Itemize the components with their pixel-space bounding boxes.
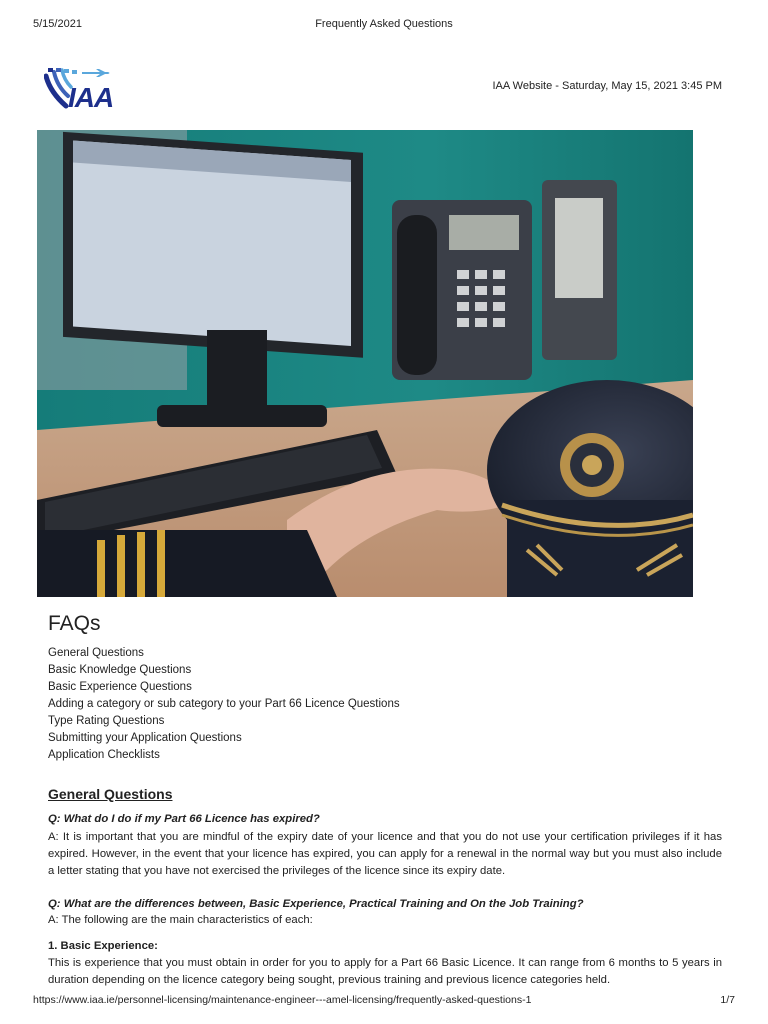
toc-link-general[interactable]: General Questions — [48, 647, 144, 659]
toc-link-adding-category[interactable]: Adding a category or sub category to your Part 66 Licence Questions — [48, 698, 400, 710]
hero-photo — [37, 130, 693, 597]
section-heading-general: General Questions — [48, 786, 173, 802]
toc-link-type-rating[interactable]: Type Rating Questions — [48, 715, 165, 727]
iaa-logo[interactable] — [44, 62, 128, 114]
toc-link-basic-experience[interactable]: Basic Experience Questions — [48, 681, 192, 693]
answer-licence-expired: A: It is important that you are mindful of the expiry date of your licence and that you do not use your certification privileges if it has expired. However, in the event that your licence has expired, you can apply for a renewal in the normal way but you must also include a letter stating that you have not exercised the privileges of the licence since its expiry date. — [48, 831, 722, 877]
logo-wordmark: IAA — [68, 82, 114, 113]
print-date: 5/15/2021 — [33, 18, 82, 30]
toc-link-submitting-application[interactable]: Submitting your Application Questions — [48, 732, 242, 744]
print-url: https://www.iaa.ie/personnel-licensing/maintenance-engineer---amel-licensing/frequently-asked-questions-1 — [33, 994, 532, 1006]
subheading-basic-experience: 1. Basic Experience: — [48, 940, 158, 952]
basic-experience-text: This is experience that you must obtain in order for you to apply for a Part 66 Basic Licence. It can range from 6 months to 5 years in duration depending on the licence category being sought, previous training and previous licence categories held. — [48, 957, 722, 986]
toc-link-application-checklists[interactable]: Application Checklists — [48, 749, 160, 761]
page-number: 1/7 — [720, 994, 735, 1006]
answer-experience-differences: A: The following are the main characteristics of each: — [48, 914, 313, 926]
question-experience-differences: Q: What are the differences between, Basic Experience, Practical Training and On the Job Training? — [48, 898, 584, 910]
site-stamp: IAA Website - Saturday, May 15, 2021 3:45 PM — [492, 80, 722, 92]
toc-link-basic-knowledge[interactable]: Basic Knowledge Questions — [48, 664, 192, 676]
question-licence-expired: Q: What do I do if my Part 66 Licence has expired? — [48, 813, 320, 825]
print-title: Frequently Asked Questions — [315, 18, 453, 30]
faq-toc — [48, 645, 400, 764]
faq-title: FAQs — [48, 612, 101, 635]
